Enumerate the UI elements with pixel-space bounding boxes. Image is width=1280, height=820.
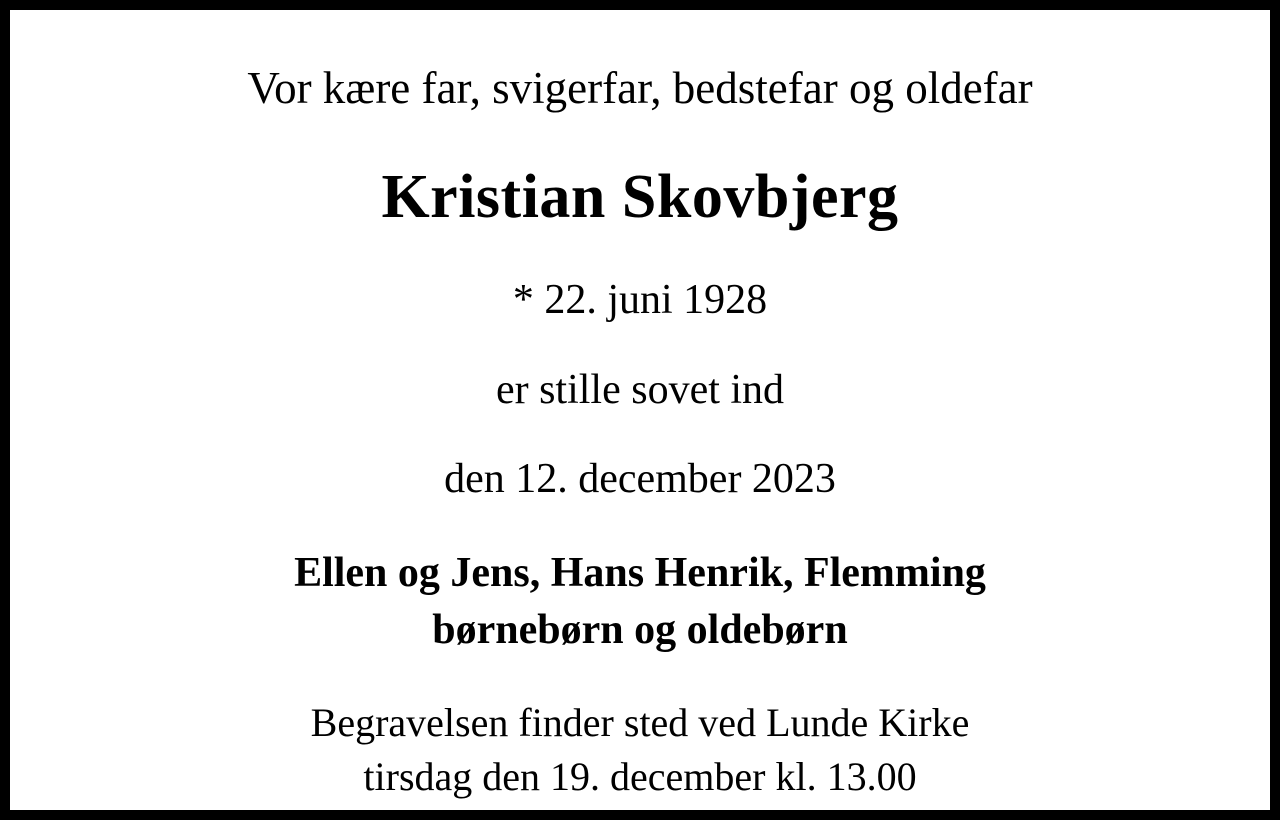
funeral-details-block xyxy=(70,696,1210,804)
obituary-intro-line: Vor kære far, svigerfar, bedstefar og oldefar xyxy=(247,63,1033,113)
birth-date: * 22. juni 1928 xyxy=(512,277,768,324)
passing-phrase: er stille sovet ind xyxy=(495,366,785,413)
death-date: den 12. december 2023 xyxy=(444,456,836,503)
survivors-line-two: børnebørn og oldebørn xyxy=(432,606,848,653)
survivors-block xyxy=(70,545,1210,658)
deceased-name: Kristian Skovbjerg xyxy=(381,163,899,232)
funeral-time-line: tirsdag den 19. december kl. 13.00 xyxy=(363,754,917,800)
survivors-line-one: Ellen og Jens, Hans Henrik, Flemming xyxy=(294,549,986,596)
funeral-location-line: Begravelsen finder sted ved Lunde Kirke xyxy=(310,700,970,746)
